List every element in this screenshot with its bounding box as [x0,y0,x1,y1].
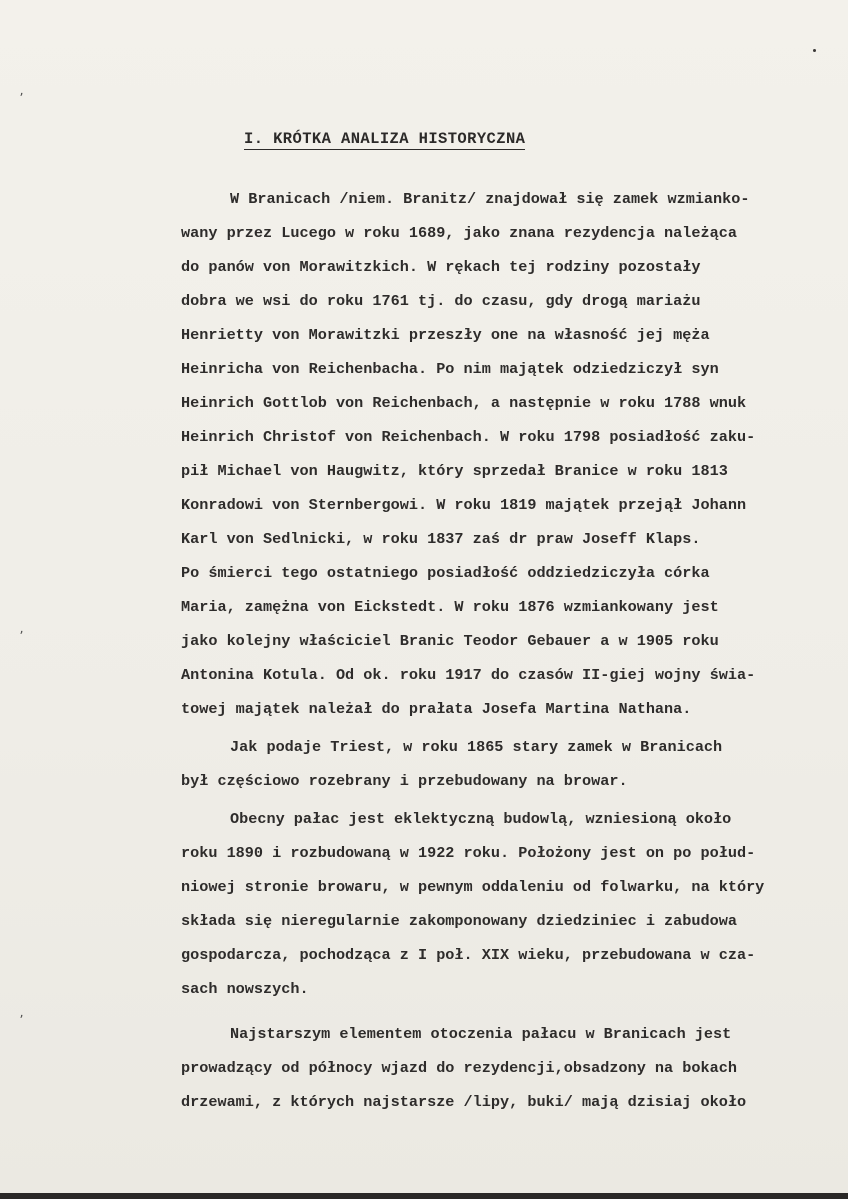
text-line: Konradowi von Sternbergowi. W roku 1819 majątek przejął Johann [181,496,747,514]
text-line: wany przez Lucego w roku 1689, jako znana rezydencja należąca [181,224,737,242]
text-line: Heinricha von Reichenbacha. Po nim majątek odziedziczył syn [181,360,719,378]
text-line: roku 1890 i rozbudowaną w 1922 roku. Położony jest on po połud- [181,844,756,862]
margin-mark: ʼ [18,91,25,104]
paragraph [181,730,841,798]
text-line: dobra we wsi do roku 1761 tj. do czasu, gdy drogą mariażu [181,292,701,310]
text-line: Najstarszym elementem otoczenia pałacu w Branicach jest [230,1025,732,1043]
text-line: do panów von Morawitzkich. W rękach tej rodziny pozostały [181,258,701,276]
text-line: składa się nieregularnie zakomponowany dziedziniec i zabudowa [181,912,737,930]
text-line: Jak podaje Triest, w roku 1865 stary zamek w Branicach [230,738,723,756]
scan-edge [0,1193,848,1199]
text-line: Obecny pałac jest eklektyczną budowlą, wzniesioną około [230,810,732,828]
text-line: drzewami, z których najstarsze /lipy, buki/ mają dzisiaj około [181,1093,747,1111]
text-line: pił Michael von Haugwitz, który sprzedał Branice w roku 1813 [181,462,728,480]
text-line: Po śmierci tego ostatniego posiadłość oddziedziczyła córka [181,564,710,582]
margin-mark: ʼ [18,629,25,642]
text-line: Heinrich Christof von Reichenbach. W roku 1798 posiadłość zaku- [181,428,756,446]
text-line: niowej stronie browaru, w pewnym oddaleniu od folwarku, na który [181,878,765,896]
paragraph [181,1017,841,1119]
document-body [181,182,841,1119]
text-line: Karl von Sedlnicki, w roku 1837 zaś dr praw Joseff Klaps. [181,530,701,548]
page-heading: I. KRÓTKA ANALIZA HISTORYCZNA [244,130,526,148]
text-line: W Branicach /niem. Branitz/ znajdował się zamek wzmianko- [230,190,750,208]
paragraph [181,182,841,726]
margin-mark: ʼ [18,1013,25,1026]
text-line: jako kolejny właściciel Branic Teodor Gebauer a w 1905 roku [181,632,719,650]
text-line: sach nowszych. [181,980,309,998]
paragraph-gap [181,1006,841,1017]
paragraph [181,802,841,1006]
text-line: towej majątek należał do prałata Josefa Martina Nathana. [181,700,692,718]
text-line: Antonina Kotula. Od ok. roku 1917 do czasów II-giej wojny świa- [181,666,756,684]
text-line: Heinrich Gottlob von Reichenbach, a następnie w roku 1788 wnuk [181,394,747,412]
speck-mark [813,49,816,52]
text-line: Henrietty von Morawitzki przeszły one na własność jej męża [181,326,710,344]
text-line: był częściowo rozebrany i przebudowany na browar. [181,772,628,790]
text-line: Maria, zamężna von Eickstedt. W roku 1876 wzmiankowany jest [181,598,719,616]
text-line: prowadzący od północy wjazd do rezydencji,obsadzony na bokach [181,1059,737,1077]
text-line: gospodarcza, pochodząca z I poł. XIX wieku, przebudowana w cza- [181,946,756,964]
